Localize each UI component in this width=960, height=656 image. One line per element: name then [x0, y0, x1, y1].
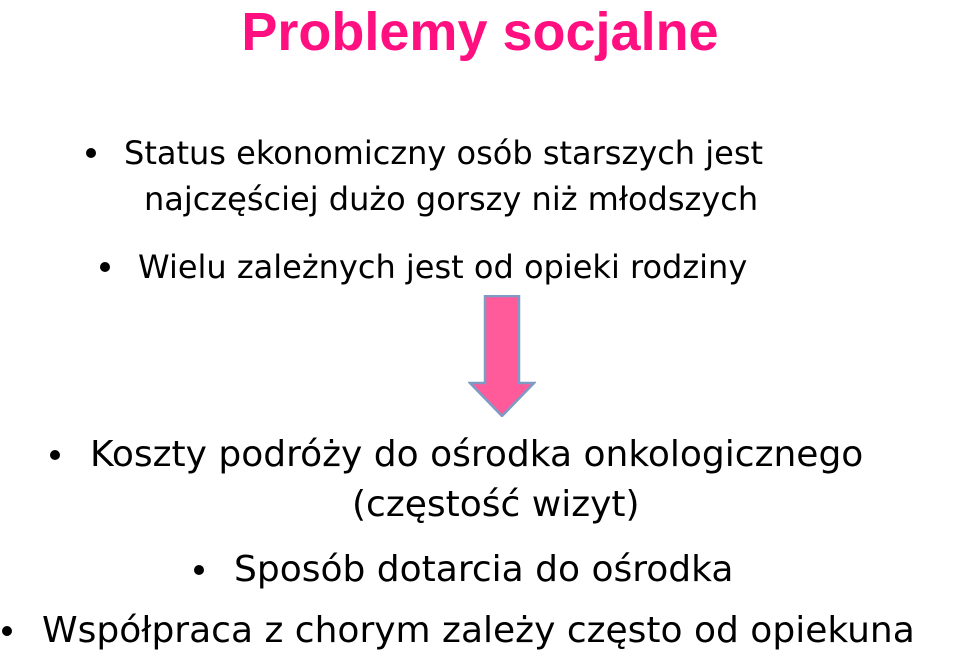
bullet-dot [194, 565, 204, 575]
bullet-dot [86, 148, 96, 158]
bullet-text-line-1: Koszty podróży do ośrodka onkologicznego [90, 434, 864, 475]
bullet-text: Sposób dotarcia do ośrodka [234, 549, 734, 590]
bullet-item-family-care [138, 244, 747, 290]
bullet-text: Współpraca z chorym zależy często od opiekuna [42, 610, 915, 651]
bullet-item-cooperation [42, 606, 915, 656]
bullet-item-economic-status [124, 130, 763, 222]
bullet-text-line-2: najczęściej dużo gorszy niż młodszych [144, 180, 759, 218]
bullet-dot [50, 450, 60, 460]
bullet-text: Wielu zależnych jest od opieki rodziny [138, 248, 748, 286]
bullet-text-line-2: (częstość wizyt) [352, 484, 640, 525]
bullet-dot [2, 626, 12, 636]
bullet-text-line-1: Status ekonomiczny osób starszych jest [124, 134, 764, 172]
bullet-dot [100, 262, 110, 272]
slide-title: Problemy socjalne [241, 2, 719, 62]
bullet-item-access-method [234, 545, 733, 595]
down-arrow-icon [468, 295, 536, 417]
bullet-item-travel-costs [90, 430, 863, 530]
